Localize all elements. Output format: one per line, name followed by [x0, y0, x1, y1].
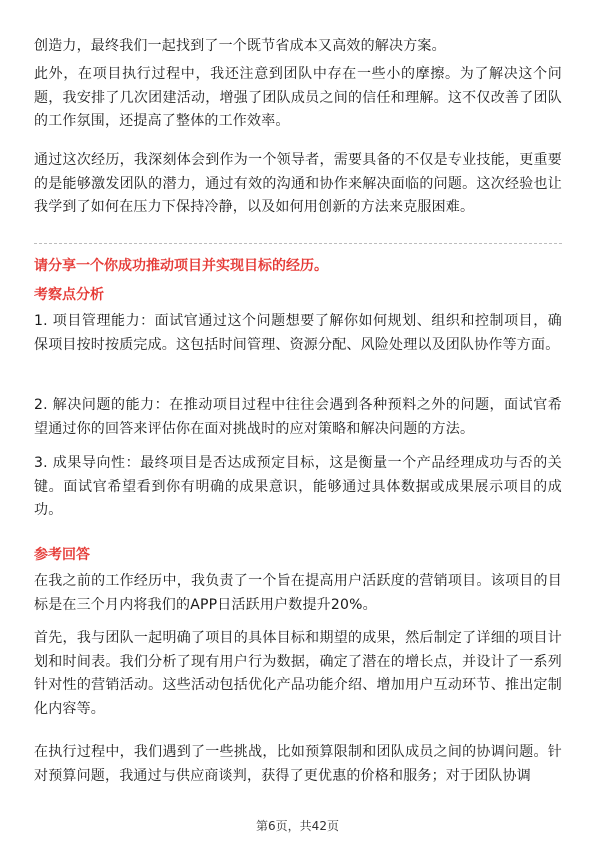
intro-paragraph: 创造力，最终我们一起找到了一个既节省成本又高效的解决方案。 [34, 38, 446, 54]
answer-paragraph: 首先，我与团队一起明确了项目的具体目标和期望的成果，然后制定了详细的项目计划和时间表。我们分析了现有用户行为数据，确定了潜在的增长点，并设计了一系列针对性的营销活动。这些活动包括优化产品功能介绍、增加用户互动环节、推出定制化内容等。 [34, 630, 562, 717]
page-number-footer: 第6页，共42页 [256, 819, 339, 833]
answer-paragraph: 在我之前的工作经历中，我负责了一个旨在提高用户活跃度的营销项目。该项目的目标是在三个月内将我们的APP日活跃用户数提升20%。 [34, 573, 562, 613]
intro-paragraph: 此外，在项目执行过程中，我还注意到团队中存在一些小的摩擦。为了解决这个问题，我安排了几次团建活动，增强了团队成员之间的信任和理解。这不仅改善了团队的工作氛围，还提高了整体的工作效率。 [34, 66, 562, 129]
analysis-item: 1. 项目管理能力：面试官通过这个问题想要了解你如何规划、组织和控制项目，确保项目按时按质完成。这包括时间管理、资源分配、风险处理以及团队协作等方面。 [34, 313, 562, 353]
analysis-item: 2. 解决问题的能力：在推动项目过程中往往会遇到各种预料之外的问题，面试官希望通过你的回答来评估你在面对挑战时的应对策略和解决问题的方法。 [34, 397, 562, 437]
question-title: 请分享一个你成功推动项目并实现目标的经历。 [34, 258, 328, 274]
analysis-item: 3. 成果导向性：最终项目是否达成预定目标，这是衡量一个产品经理成功与否的关键。面试官希望看到你有明确的成果意识，能够通过具体数据或成果展示项目的成功。 [34, 455, 562, 518]
section-divider [34, 243, 562, 244]
intro-paragraph: 通过这次经历，我深刻体会到作为一个领导者，需要具备的不仅是专业技能，更重要的是能够激发团队的潜力，通过有效的沟通和协作来解决面临的问题。这次经验也让我学到了如何在压力下保持冷静，以及如何用创新的方法来克服困难。 [34, 152, 562, 215]
analysis-heading: 考察点分析 [34, 287, 104, 303]
answer-heading: 参考回答 [34, 547, 90, 563]
answer-paragraph: 在执行过程中，我们遇到了一些挑战，比如预算限制和团队成员之间的协调问题。针对预算问题，我通过与供应商谈判，获得了更优惠的价格和服务；对于团队协调 [34, 744, 562, 784]
